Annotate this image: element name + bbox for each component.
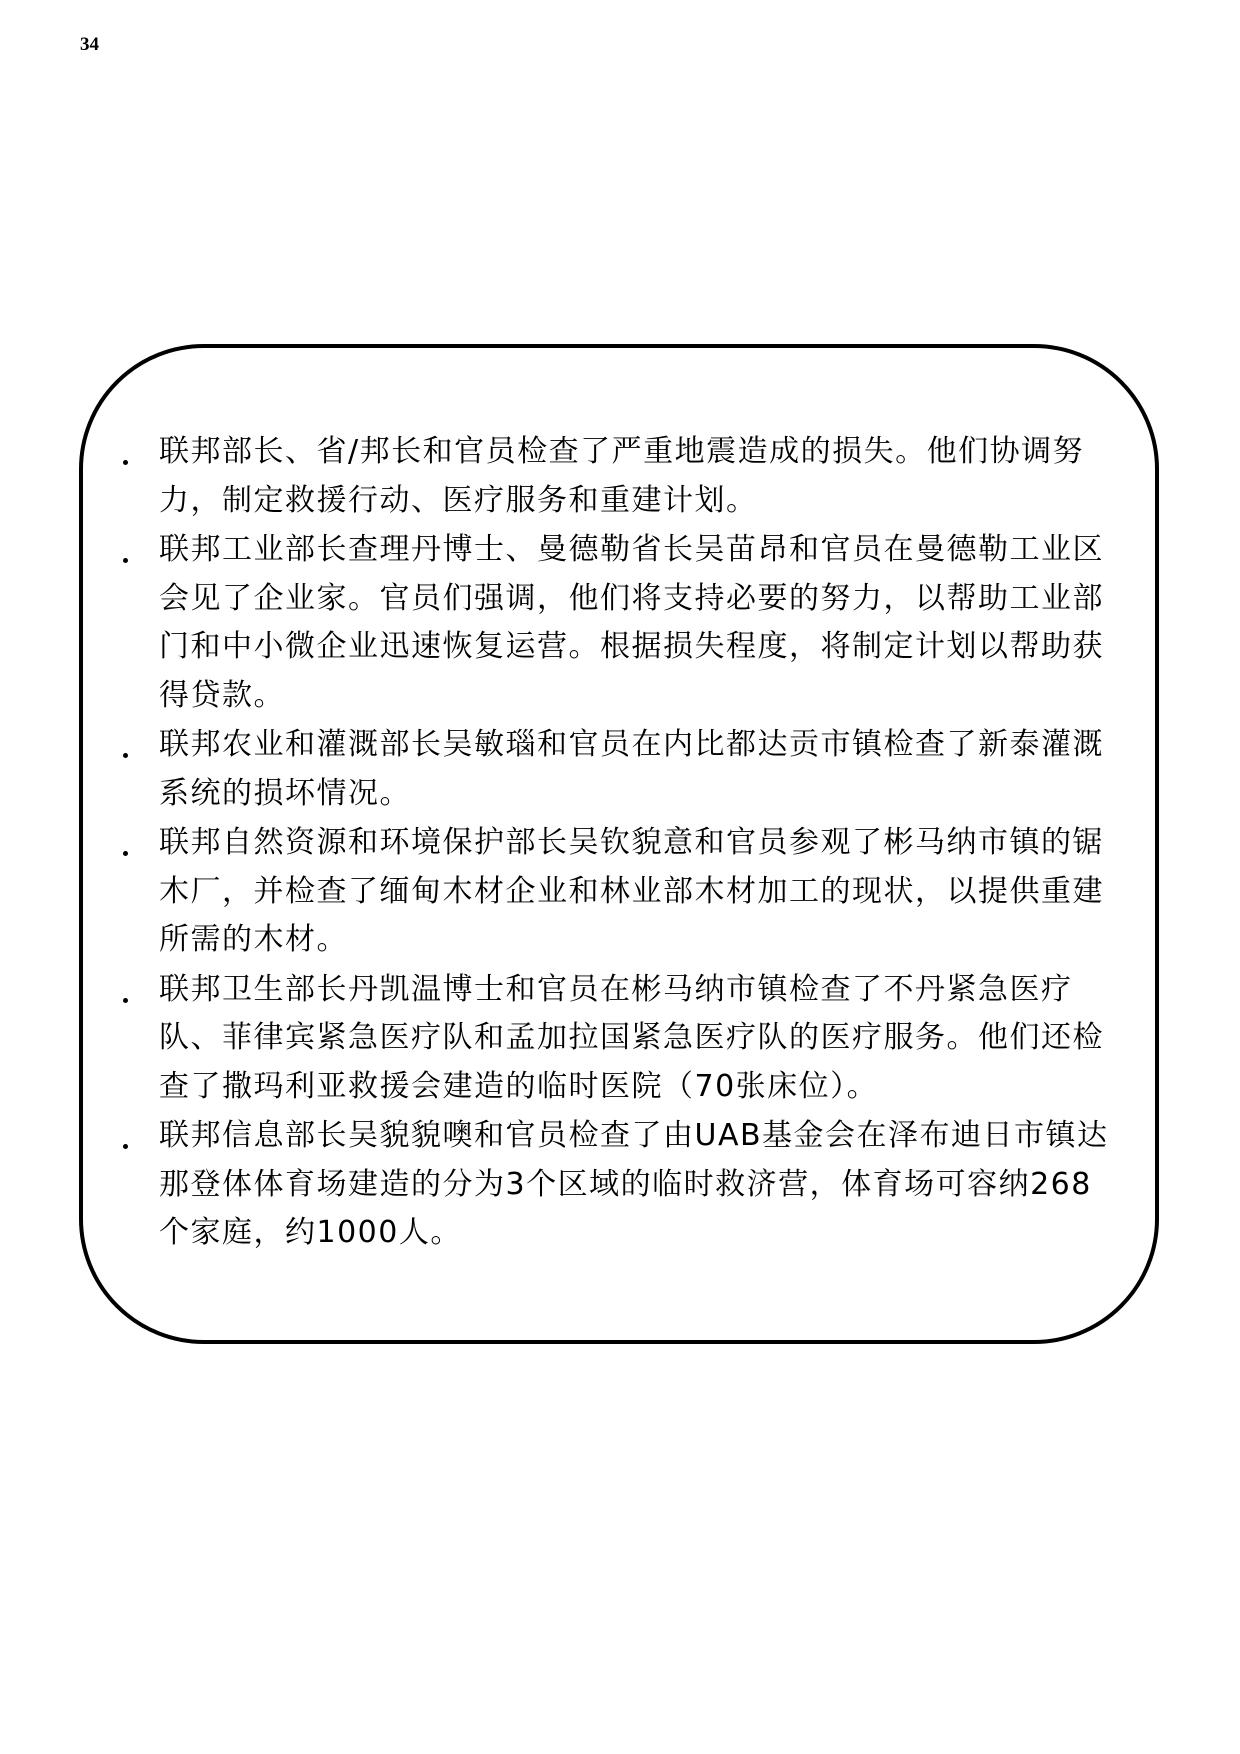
list-item-text: 联邦农业和灌溉部长吴敏瑙和官员在内比都达贡市镇检查了新泰灌溉系统的损坏情况。 <box>159 727 1104 811</box>
list-item <box>123 1112 1123 1258</box>
list-item <box>123 428 1123 525</box>
list-item-text: 联邦工业部长查理丹博士、曼德勒省长吴苗昂和官员在曼德勒工业区会见了企业家。官员们强调，他们将支持必要的努力，以帮助工业部门和中小微企业迅速恢复运营。根据损失程度，将制定计划以帮助获得贷款。 <box>159 532 1104 713</box>
list-item-text: 联邦自然资源和环境保护部长吴钦貌意和官员参观了彬马纳市镇的锯木厂，并检查了缅甸木材企业和林业部木材加工的现状，以提供重建所需的木材。 <box>159 825 1104 957</box>
list-item-text: 联邦卫生部长丹凯温博士和官员在彬马纳市镇检查了不丹紧急医疗队、菲律宾紧急医疗队和孟加拉国紧急医疗队的医疗服务。他们还检查了撒玛利亚救援会建造的临时医院（70张床位）。 <box>159 971 1104 1104</box>
page-number: 34 <box>80 34 99 55</box>
list-item-text: 联邦信息部长吴貌貌噢和官员检查了由UAB基金会在泽布迪日市镇达那登体体育场建造的分为3个区域的临时救济营，体育场可容纳268个家庭，约1000人。 <box>159 1118 1109 1250</box>
bullet-icon <box>123 753 128 758</box>
bullet-icon <box>123 1144 128 1149</box>
bullet-icon <box>123 998 128 1003</box>
bullet-icon <box>123 558 128 563</box>
list-item <box>123 819 1123 965</box>
briefing-list <box>123 428 1123 1259</box>
bullet-icon <box>123 851 128 856</box>
briefing-box <box>79 344 1159 1344</box>
list-item-text: 联邦部长、省/邦长和官员检查了严重地震造成的损失。他们协调努力，制定救援行动、医疗服务和重建计划。 <box>159 434 1085 518</box>
list-item <box>123 966 1123 1112</box>
bullet-icon <box>123 460 128 465</box>
list-item <box>123 526 1123 720</box>
list-item <box>123 721 1123 818</box>
